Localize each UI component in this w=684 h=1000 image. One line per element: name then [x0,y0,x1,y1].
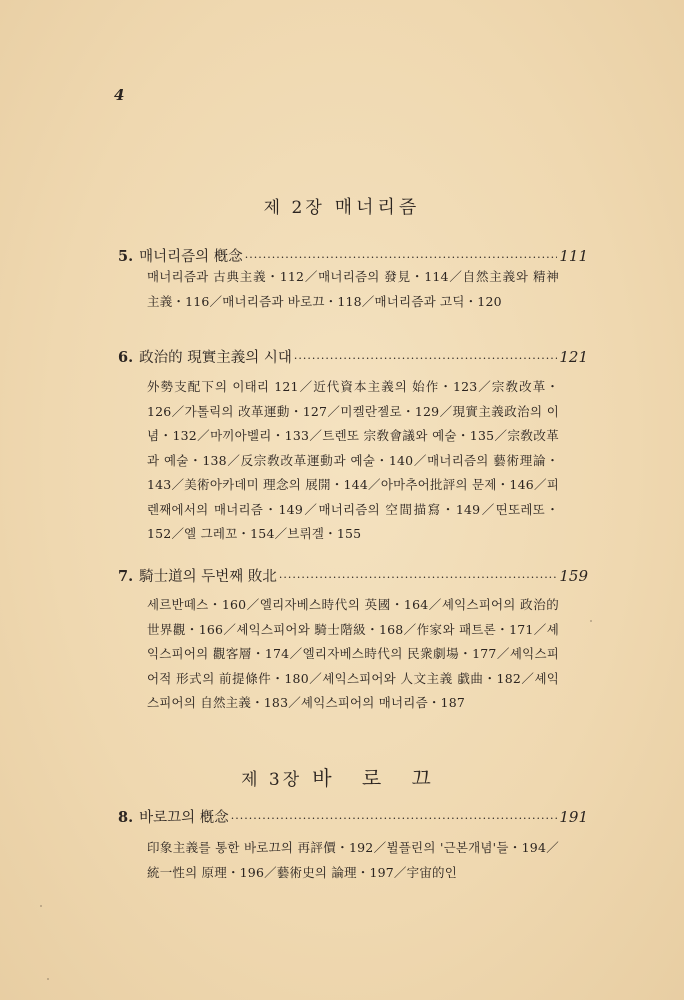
chapter-2-prefix: 제 2장 [263,198,325,218]
toc-entry-subtopics: 外勢支配下의 이태리 121／近代資本主義의 始作・123／宗敎改革・126／가톨릭의 改革運動・127／미켈란젤로・129／現實主義政治의 이념・132／마끼아벨리・133／트렌또 宗敎會議와 예술・135／宗敎改革과 예술・138／反宗敎改革運動과 예술・140／매너리즘의 藝術理論・143／美術아카데미 理念의 展開・144／아마추어批評의 문제・146／피렌째에서의 매너리즘・149／매너리즘의 空間描寫・149／띤또레또・152／엘 그레꼬・154／브뤼겔・155 [147,379,559,541]
toc-entry-subtopics: 매너리즘과 古典主義・112／매너리즘의 發見・114／自然主義와 精神主義・116／매너리즘과 바로끄・118／매너리즘과 고딕・120 [147,269,559,309]
toc-entry-7 [118,565,588,586]
toc-entry-heading: 政治的 現實主義의 시대 [139,350,292,366]
dot-leader [279,571,557,584]
toc-entry-number: 7. [118,568,134,585]
toc-entry-subtopics: 세르반떼스・160／엘리자베스時代의 英國・164／셰익스피어의 政治的 世界觀・166／셰익스피어와 騎士階級・168／作家와 패트론・171／셰익스피어의 觀客層・174／엘리자베스時代의 民衆劇場・177／셰익스피어적 形式의 前提條件・180／셰익스피어와 人文主義 戱曲・182／셰익스피어의 自然主義・183／셰익스피어의 매너리즘・187 [147,597,559,710]
chapter-3-prefix: 제 3장 [241,770,303,790]
page-number: 4 [114,86,125,104]
paper-speck [590,620,592,622]
toc-entry-page: 111 [559,247,588,265]
chapter-3-title: 바 로 끄 [312,766,443,790]
chapter-3-heading [0,762,684,791]
chapter-2-heading [0,193,684,219]
toc-entry-page: 159 [559,567,588,585]
dot-leader [294,352,557,365]
toc-entry-page: 191 [559,808,588,826]
chapter-2-title: 매너리즘 [334,197,421,218]
toc-entry-number: 8. [118,809,134,826]
dot-leader [245,251,558,264]
toc-entry-heading: 騎士道의 두번째 敗北 [139,569,277,585]
toc-entry-subtopics: 印象主義를 통한 바로끄의 再評價・192／뷜플린의 '근본개념'들・194／統一性의 原理・196／藝術史의 論理・197／宇宙的인 [147,840,559,880]
paper-speck [40,905,42,907]
toc-entry-number: 5. [118,248,134,265]
toc-entry-heading: 매너리즘의 槪念 [139,249,243,265]
toc-entry-6 [118,346,588,367]
toc-entry-8 [118,806,588,827]
paper-speck [47,978,49,980]
dot-leader [231,812,558,825]
toc-entry-heading: 바로끄의 槪念 [139,810,229,826]
toc-entry-page: 121 [559,348,588,366]
toc-entry-number: 6. [118,349,134,366]
toc-entry-5 [118,245,588,266]
